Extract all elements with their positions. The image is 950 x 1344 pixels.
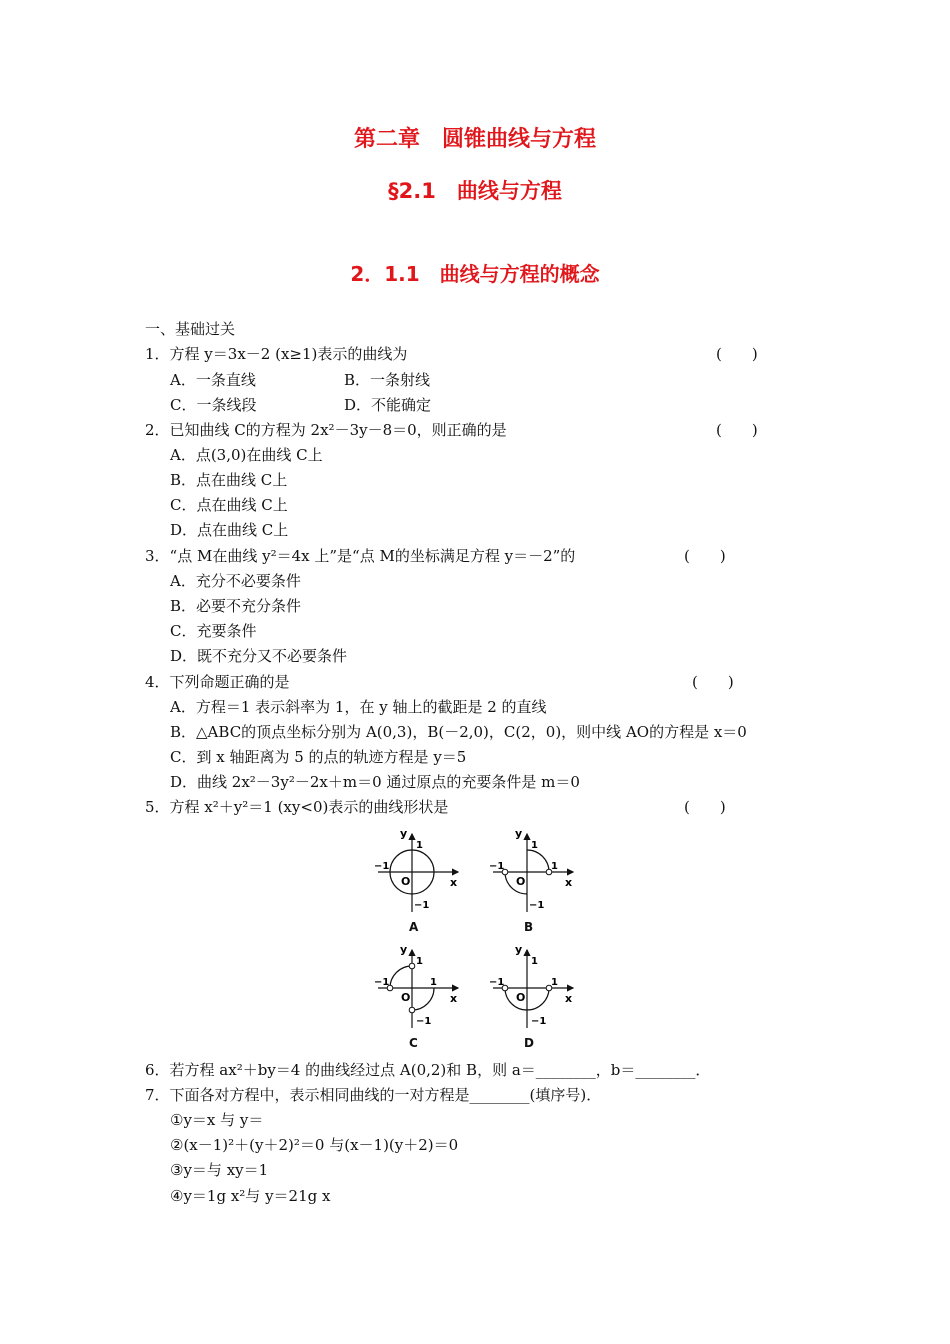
q2-stem: 2．已知曲线 C的方程为 2x²－3y－8＝0，则正确的是 <box>145 421 507 439</box>
tick-y-one: 1 <box>531 956 538 967</box>
q7-option-3: ③y＝与 xy＝1 <box>170 1161 269 1179</box>
q4-option-b: B．△ABC的顶点坐标分别为 A(0,3)，B(－2,0)，C(2，0)，则中线 AO的方程是 x＝0 <box>170 723 747 741</box>
q1-option-b: B．一条射线 <box>344 371 431 389</box>
q3-option-a: A．充分不必要条件 <box>170 572 301 590</box>
origin-label: O <box>401 991 411 1004</box>
tick-y-neg-one: −1 <box>529 900 545 911</box>
q1-option-d: D．不能确定 <box>344 396 432 414</box>
part-heading: 一、基础过关 <box>145 320 236 338</box>
q2-answer-paren: ( ) <box>716 421 758 439</box>
q5-caption-c: C <box>409 1036 418 1050</box>
q5-figure-a <box>370 828 465 916</box>
q5-caption-d: D <box>524 1036 534 1050</box>
q3-stem: 3．“点 M在曲线 y²＝4x 上”是“点 M的坐标满足方程 y＝－2”的 <box>145 547 576 565</box>
tick-x-one: 1 <box>551 977 558 988</box>
tick-x-one: 1 <box>430 977 437 988</box>
axis-y-label: y <box>400 944 408 956</box>
q5-caption-a: A <box>409 920 419 934</box>
axis-x-label: x <box>450 876 458 889</box>
q3-option-b: B．必要不充分条件 <box>170 597 302 615</box>
q7-option-2: ②(x－1)²＋(y＋2)²＝0 与(x－1)(y＋2)＝0 <box>170 1136 459 1154</box>
q7-stem: 7．下面各对方程中，表示相同曲线的一对方程是________(填序号)． <box>145 1086 602 1104</box>
q1-answer-paren: ( ) <box>716 345 758 363</box>
tick-y-one: 1 <box>531 840 538 851</box>
q7-option-4: ④y＝1g x²与 y＝21g x <box>170 1187 331 1205</box>
q2-option-d: D．点在曲线 C上 <box>170 521 289 539</box>
section-title: §2.1 曲线与方程 <box>388 179 562 203</box>
origin-label: O <box>516 991 526 1004</box>
axis-x-label: x <box>565 876 573 889</box>
origin-label: O <box>401 875 411 888</box>
q5-figure-d <box>485 944 580 1032</box>
q1-stem: 1．方程 y＝3x－2 (x≥1)表示的曲线为 <box>145 345 408 363</box>
axis-y-label: y <box>400 828 408 840</box>
q1-option-a: A．一条直线 <box>170 371 256 389</box>
tick-x-neg-one: −1 <box>489 977 505 988</box>
q5-figure-c <box>370 944 465 1032</box>
q4-option-d: D．曲线 2x²－3y²－2x＋m＝0 通过原点的充要条件是 m＝0 <box>170 773 580 791</box>
q4-answer-paren: ( ) <box>692 673 734 691</box>
tick-y-one: 1 <box>416 956 423 967</box>
subsection-title: 2．1.1 曲线与方程的概念 <box>350 262 600 286</box>
axis-x-label: x <box>450 992 458 1005</box>
tick-y-neg-one: −1 <box>416 1016 432 1027</box>
tick-x-neg-one: −1 <box>374 861 390 872</box>
tick-y-one: 1 <box>416 840 423 851</box>
q2-option-c: C．点在曲线 C上 <box>170 496 288 514</box>
q3-option-d: D．既不充分又不必要条件 <box>170 647 348 665</box>
q1-option-c: C．一条线段 <box>170 396 257 414</box>
q2-option-a: A．点(3,0)在曲线 C上 <box>170 446 323 464</box>
tick-y-neg-one: −1 <box>531 1016 547 1027</box>
origin-label: O <box>516 875 526 888</box>
tick-y-neg-one: −1 <box>414 900 430 911</box>
axis-x-label: x <box>565 992 573 1005</box>
q5-caption-b: B <box>524 920 534 934</box>
q6-stem: 6．若方程 ax²＋by＝4 的曲线经过点 A(0,2)和 B，则 a＝________，b＝________． <box>145 1061 711 1079</box>
tick-x-neg-one: −1 <box>489 861 505 872</box>
q7-option-1: ①y＝x 与 y＝ <box>170 1111 264 1129</box>
tick-x-one: 1 <box>551 861 558 872</box>
q5-figure-b <box>485 828 580 916</box>
q3-answer-paren: ( ) <box>684 547 726 565</box>
q4-option-a: A．方程＝1 表示斜率为 1，在 y 轴上的截距是 2 的直线 <box>170 698 547 716</box>
q4-stem: 4．下列命题正确的是 <box>145 673 290 691</box>
axis-y-label: y <box>515 828 523 840</box>
axis-y-label: y <box>515 944 523 956</box>
q5-answer-paren: ( ) <box>684 798 726 816</box>
q3-option-c: C．充要条件 <box>170 622 257 640</box>
q5-stem: 5．方程 x²＋y²＝1 (xy<0)表示的曲线形状是 <box>145 798 449 816</box>
tick-x-neg-one: −1 <box>374 977 390 988</box>
chapter-title: 第二章 圆锥曲线与方程 <box>353 127 596 152</box>
q2-option-b: B．点在曲线 C上 <box>170 471 288 489</box>
q4-option-c: C．到 x 轴距离为 5 的点的轨迹方程是 y＝5 <box>170 748 467 766</box>
